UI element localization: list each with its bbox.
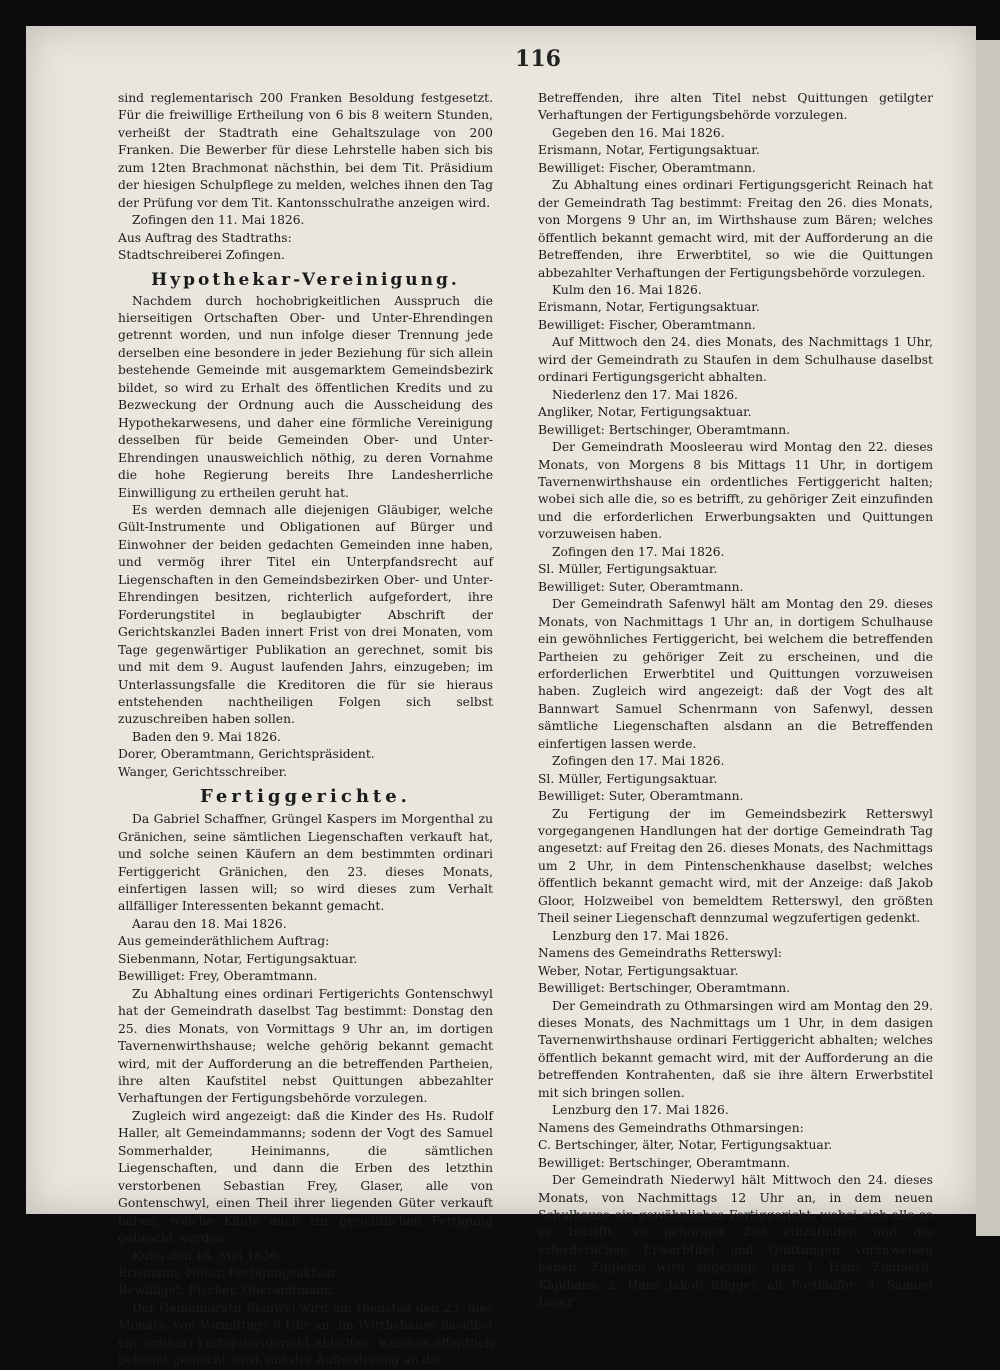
notice-reinach-date: Kulm den 16. Mai 1826. [552, 282, 702, 297]
left-column [118, 90, 493, 1370]
hypothekar-signature-2: Wanger, Gerichtsschreiber. [118, 764, 288, 779]
notice-othmarsingen-signature-2: C. Bertschinger, älter, Notar, Fertigungsaktuar. [538, 1138, 833, 1153]
notice-reinach-signature: Erismann, Notar, Fertigungsaktuar. [538, 300, 760, 315]
notice-graenichen-signature-2: Siebenmann, Notar, Fertigungsaktuar. [118, 951, 358, 966]
notice-retterswyl-approval: Bewilliget: Bertschinger, Oberamtmann. [538, 981, 791, 996]
notice-beinwyl-approval: Bewilliget: Fischer, Oberamtmann. [538, 160, 756, 175]
intro-paragraph: sind reglementarisch 200 Franken Besoldung festgesetzt. Für die freiwillige Ertheilung von 6 bis 8 weitern Stunden, verheißt der Stadtrath eine Gehaltszulage von 200 Franken. Die Bewerber für diese Lehrstelle haben sich bis zum 12ten Brachmonat nächsthin, bei dem Tit. Präsidium der hiesigen Schulpflege zu melden, welches ihnen den Tag der Prüfung vor dem Tit. Kantonsschulrathe anzeigen wird. [118, 91, 493, 210]
notice-beinwyl-date: Gegeben den 16. Mai 1826. [552, 125, 725, 140]
notice-othmarsingen-date: Lenzburg den 17. Mai 1826. [552, 1103, 729, 1118]
notice-othmarsingen: Der Gemeindrath zu Othmarsingen wird am Montag den 29. dieses Monats, des Nachmittags um 1 Uhr, in dem dasigen Tavernenwirthshause ordinari Fertiggericht abhalten; welches öffentlich bekannt gemacht wird, mit der Aufforderung an die betreffenden Kontrahenten, daß sie ihre ältern Erwerbstitel mit sich bringen sollen. [538, 998, 933, 1100]
notice-retterswyl: Zu Fertigung der im Gemeindsbezirk Retterswyl vorgegangenen Handlungen hat der dortige Gemeindrath Tag angesetzt: auf Freitag den 26. dieses Monats, des Nachmittags um 2 Uhr, in dem Pintenschenkhause daselbst; welches öffentlich bekannt gemacht wird, mit der Anzeige: daß Jakob Gloor, Holzweibel von bemeldtem Retterswyl, den größten Theil seiner Liegenschaft dennzumal wegzufertigen gedenkt. [538, 806, 933, 926]
intro-date: Zofingen den 11. Mai 1826. [132, 213, 305, 228]
notice-staufen: Auf Mittwoch den 24. dies Monats, des Nachmittags 1 Uhr, wird der Gemeindrath zu Staufen in dem Schulhause daselbst ordinari Fertigungsgericht abhalten. [538, 335, 933, 385]
notice-beinwyl: Der Gemeindrath Beinwyl wird am Dienstag den 23. dies Monats, von Vormittags 9 Uhr an, im Wirthshause daselbst ein ordinari Fertigungsgericht abhalten; welches öffentlich bekannt gemacht wird, mit der Aufforderung an die [118, 1300, 493, 1368]
hypothekar-paragraph-1: Nachdem durch hochobrigkeitlichen Ausspruch die hierseitigen Ortschaften Ober- und Unter-Ehrendingen getrennt worden, und nun infolge dieser Trennung jede derselben eine besondere in jeder Beziehung für sich allein bestehende Gemeinde mit ausgemarktem Gemeindsbezirk bildet, so wird zu Erhalt des öffentlichen Kredits und zu Bezweckung der Ordnung auch die Ausscheidung des Hypothekarwesens, und daher eine förmliche Vereinigung desselben für beide Gemeinden Ober- und Unter-Ehrendingen unausweichlich nöthig, zu deren Vornahme die hohe Regierung bereits Ihre Landesherrliche Einwilligung zu ertheilen geruht hat. [118, 293, 493, 500]
notice-beinwyl-continued: Betreffenden, ihre alten Titel nebst Quittungen getilgter Verhaftungen der Fertigungsbehörde vorzulegen. [538, 91, 933, 123]
notice-othmarsingen-approval: Bewilliget: Bertschinger, Oberamtmann. [538, 1155, 791, 1170]
notice-staufen-signature: Angliker, Notar, Fertigungsaktuar. [538, 405, 752, 420]
hypothekar-date: Baden den 9. Mai 1826. [132, 729, 281, 744]
notice-staufen-date: Niederlenz den 17. Mai 1826. [552, 387, 738, 402]
hypothekar-signature-1: Dorer, Oberamtmann, Gerichtspräsident. [118, 747, 375, 762]
notice-graenichen-signature-1: Aus gemeinderäthlichem Auftrag: [118, 934, 330, 949]
notice-retterswyl-date: Lenzburg den 17. Mai 1826. [552, 928, 729, 943]
notice-safenwyl-date: Zofingen den 17. Mai 1826. [552, 754, 725, 769]
notice-gontenschwyl: Zu Abhaltung eines ordinari Fertigerichts Gontenschwyl hat der Gemeindrath daselbst Tag bestimmt: Donstag den 25. dies Monats, von Vormittags 9 Uhr an, im dortigen Tavernenwirthshause; welche gehörig bekannt gemacht wird, mit der Aufforderung an die betreffenden Partheien, ihre alten Kaufstitel nebst Quittungen abbezahlter Verhaftungen der Fertigungsbehörde vorzulegen. [118, 986, 493, 1106]
notice-retterswyl-signature-1: Namens des Gemeindraths Retterswyl: [538, 946, 783, 961]
notice-moosleerau: Der Gemeindrath Moosleerau wird Montag den 22. dieses Monats, von Morgens 8 bis Mittags 11 Uhr, in dortigem Tavernenwirthshause ein ordentliches Fertiggericht halten; wobei sich alle die, so es betrifft, zu gehöriger Zeit einzufinden und die erforderlichen Erwerbungsakten und Quittungen vorzuweisen haben. [538, 440, 933, 542]
notice-reinach: Zu Abhaltung eines ordinari Fertigungsgericht Reinach hat der Gemeindrath Tag bestimmt: Freitag den 26. dies Monats, von Morgens 9 Uhr an, im Wirthshause zum Bären; welches öffentlich bekannt gemacht wird, mit der Aufforderung an die Betreffenden, ihre Erwerbtitel, so wie die Quittungen abbezahlter Verhaftungen der Fertigungsbehörde vorzulegen. [538, 178, 933, 280]
notice-gontenschwyl-date: Kulm den 16. Mai 1826. [132, 1248, 282, 1263]
intro-signature-1: Aus Auftrag des Stadtraths: [118, 230, 292, 245]
right-column [538, 90, 933, 1312]
hypothekar-paragraph-2: Es werden demnach alle diejenigen Gläubiger, welche Gült-Instrumente und Obligationen auf Bürger und Einwohner der beiden gedachten Gemeinden inne haben, und vermög ihrer Titel ein Unterpfandsrecht auf Liegenschaften in den Gemeindsbezirken Ober- und Unter-Ehrendingen besitzen, richterlich aufgefordert, ihre Forderungstitel in beglaubigter Abschrift der Gerichtskanzlei Baden innert Frist von drei Monaten, vom Tage gegenwärtiger Publikation an gerechnet, somit bis und mit dem 9. August laufenden Jahrs, einzugeben; im Unterlassungsfalle die Kreditoren die für sie hieraus entstehenden nachtheiligen Folgen sich selbst zuzuschreiben haben sollen. [118, 502, 493, 727]
heading-hypothekar: Hypothekar-Vereinigung. [151, 269, 460, 290]
notice-moosleerau-approval: Bewilliget: Suter, Oberamtmann. [538, 579, 744, 594]
page-number: 116 [515, 46, 561, 72]
notice-gontenschwyl-approval: Bewilliget: Fischer, Oberamtmann. [118, 1283, 336, 1298]
notice-safenwyl-signature: Sl. Müller, Fertigungsaktuar. [538, 771, 718, 786]
notice-moosleerau-signature: Sl. Müller, Fertigungsaktuar. [538, 562, 718, 577]
notice-graenichen: Da Gabriel Schaffner, Grüngel Kaspers im Morgenthal zu Gränichen, seine sämtlichen Liegenschaften verkauft hat, und solche seinen Käufern an dem bestimmten ordinari Fertiggericht Gränichen, den 23. dieses Monats, einfertigen lassen will; so wird dieses zum Verhalt allfälliger Interessenten bekannt gemacht. [118, 812, 493, 914]
notice-retterswyl-signature-2: Weber, Notar, Fertigungsaktuar. [538, 963, 739, 978]
intro-signature-2: Stadtschreiberei Zofingen. [118, 248, 285, 263]
notice-staufen-approval: Bewilliget: Bertschinger, Oberamtmann. [538, 422, 791, 437]
notice-gontenschwyl-signature: Erismann, Notar, Fertigungsaktuar. [118, 1266, 340, 1280]
notice-safenwyl-approval: Bewilliget: Suter, Oberamtmann. [538, 789, 744, 804]
heading-fertiggerichte: Fertiggerichte. [200, 786, 411, 808]
notice-niederwyl: Der Gemeindrath Niederwyl hält Mittwoch den 24. dieses Monats, von Nachmittags 12 Uhr an, in dem neuen Schulhause ein gewöhnliches Fertiggericht, wobei sich alle so es betrifft, zu gehöriger Zeit einzufinden und die erforderlichen Erwerbtitel und Quittungen vorzuweisen haben. Zugleich wird angezeigt: daß 1. Hans Zimmerli, Käpihans; 2. Hans Jakob Rügger, alt Postläufer; 3. Samuel Loser [538, 1173, 933, 1310]
adjacent-page-edge [976, 40, 1000, 1236]
notice-reinach-approval: Bewilliget: Fischer, Oberamtmann. [538, 317, 756, 332]
notice-graenichen-date: Aarau den 18. Mai 1826. [132, 916, 287, 931]
notice-moosleerau-date: Zofingen den 17. Mai 1826. [552, 544, 725, 559]
notice-graenichen-approval: Bewilliget: Frey, Oberamtmann. [118, 969, 318, 984]
notice-safenwyl: Der Gemeindrath Safenwyl hält am Montag den 29. dieses Monats, von Nachmittags 1 Uhr an, in dortigem Schulhause ein gewöhnliches Fertiggericht, bei welchem die betreffenden Partheien zu gehöriger Zeit zu erscheinen, und die erforderlichen Erwerbtitel und Quittungen vorzuweisen haben. Zugleich wird angezeigt: daß der Vogt des alt Bannwart Samuel Schenrmann von Safenwyl, dessen sämtliche Liegenschaften alsdann an die Betreffenden einfertigen lassen werde. [538, 597, 933, 751]
notice-othmarsingen-signature-1: Namens des Gemeindraths Othmarsingen: [538, 1120, 804, 1135]
notice-gontenschwyl-addendum: Zugleich wird angezeigt: daß die Kinder des Hs. Rudolf Haller, alt Gemeindammanns; sodenn der Vogt des Samuel Sommerhalder, Heinimanns, die sämtlichen Liegenschaften, und dann die Erben des letzthin verstorbenen Sebastian Frey, Glaser, alle von Gontenschwyl, einen Theil ihrer liegenden Güter verkauft haben; welche Käufe auch zur gerichtlichen Fertigung gebracht werden. [118, 1108, 493, 1246]
notice-beinwyl-signature: Erismann, Notar, Fertigungsaktuar. [538, 143, 760, 158]
